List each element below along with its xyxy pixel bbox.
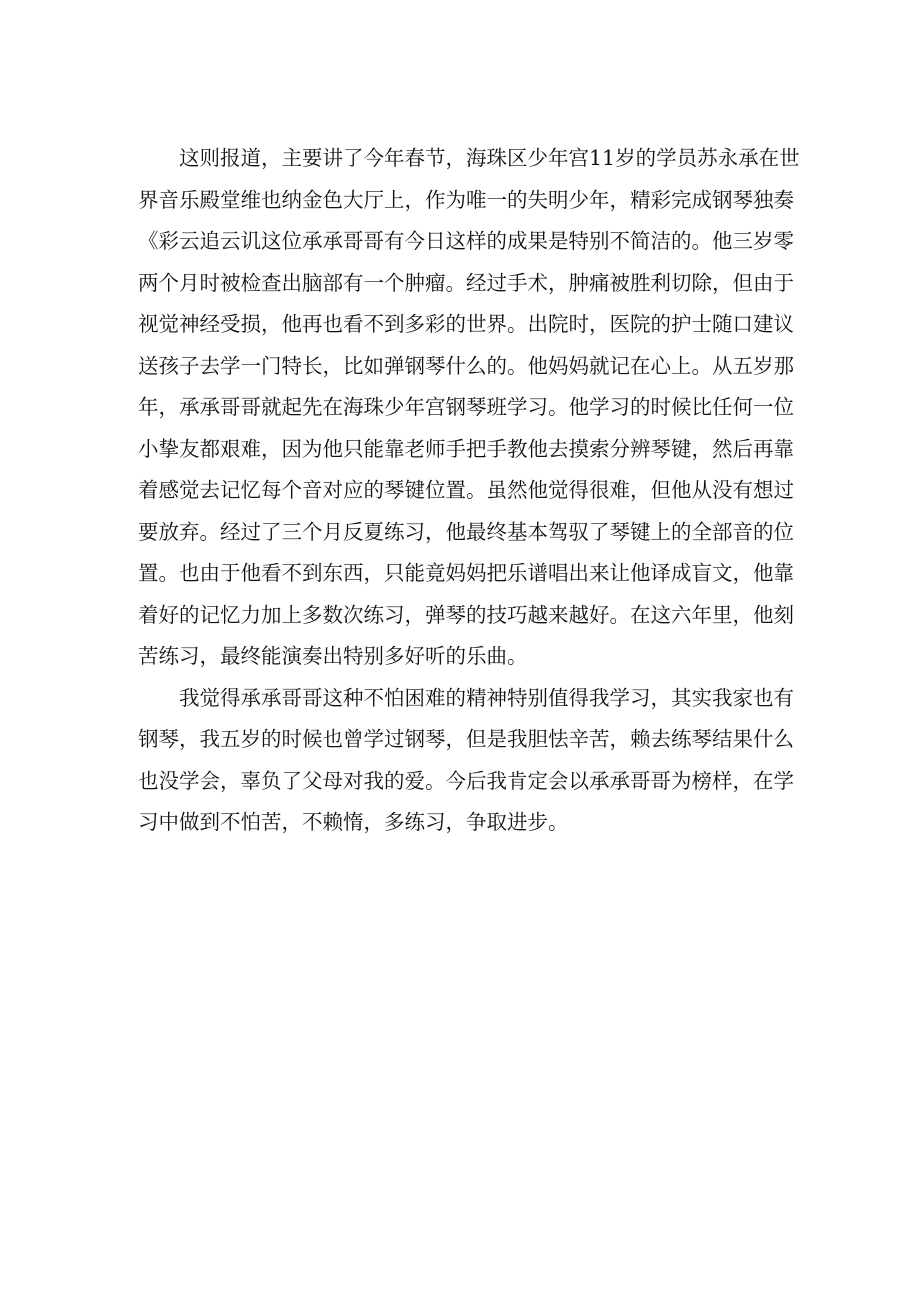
paragraph-line: 着感觉去记忆每个音对应的琴键位置。虽然他觉得很难，但他从没有想过 (138, 478, 794, 502)
paragraph-line: 习中做到不怕苦，不赖惰，多练习，争取进步。 (138, 810, 569, 834)
paragraph-line: 《彩云追云讥这位承承哥哥有今日这样的成果是特别不简洁的。他三岁零 (138, 229, 794, 253)
document-body (138, 138, 800, 844)
paragraph-line: 钢琴，我五岁的时候也曾学过钢琴，但是我胆怯辛苦，赖去练琴结果什么 (138, 727, 794, 751)
paragraph-line: 置。也由于他看不到东西，只能竟妈妈把乐谱唱出来让他译成盲文，他靠 (138, 561, 794, 585)
paragraph-line: 小挚友都艰难，因为他只能靠老师手把手教他去摸索分辨琴键，然后再靠 (138, 436, 794, 461)
paragraph-line: 也没学会，辜负了父母对我的爱。今后我肯定会以承承哥哥为榜样，在学 (138, 768, 794, 793)
paragraph-line: 着好的记忆力加上多数次练习，弹琴的技巧越来越好。在这六年里，他刻 (138, 602, 794, 627)
paragraph-line: 界音乐殿堂维也纳金色大厅上，作为唯一的失明少年，精彩完成钢琴独奏 (138, 187, 794, 212)
paragraph-line: 这则报道，主要讲了今年春节，海珠区少年宫11岁的学员苏永承在世 (179, 146, 800, 170)
paragraph-2 (138, 678, 794, 844)
paragraph-line: 两个月时被检查出脑部有一个肿瘤。经过手术，肿痛被胜利切除，但由于 (138, 270, 794, 295)
paragraph-line: 我觉得承承哥哥这种不怕困难的精神特别值得我学习，其实我家也有 (179, 685, 794, 710)
paragraph-line: 年，承承哥哥就起先在海珠少年宫钢琴班学习。他学习的时候比任何一位 (138, 395, 794, 419)
paragraph-line: 送孩子去学一门特长，比如弹钢琴什么的。他妈妈就记在心上。从五岁那 (138, 353, 794, 378)
paragraph-1 (138, 138, 800, 678)
paragraph-line: 视觉神经受损，他再也看不到多彩的世界。出院时，医院的护士随口建议 (138, 312, 794, 336)
paragraph-line: 要放弃。经过了三个月反夏练习，他最终基本驾驭了琴键上的全部音的位 (138, 519, 794, 544)
paragraph-line: 苦练习，最终能演奏出特别多好听的乐曲。 (138, 644, 528, 668)
